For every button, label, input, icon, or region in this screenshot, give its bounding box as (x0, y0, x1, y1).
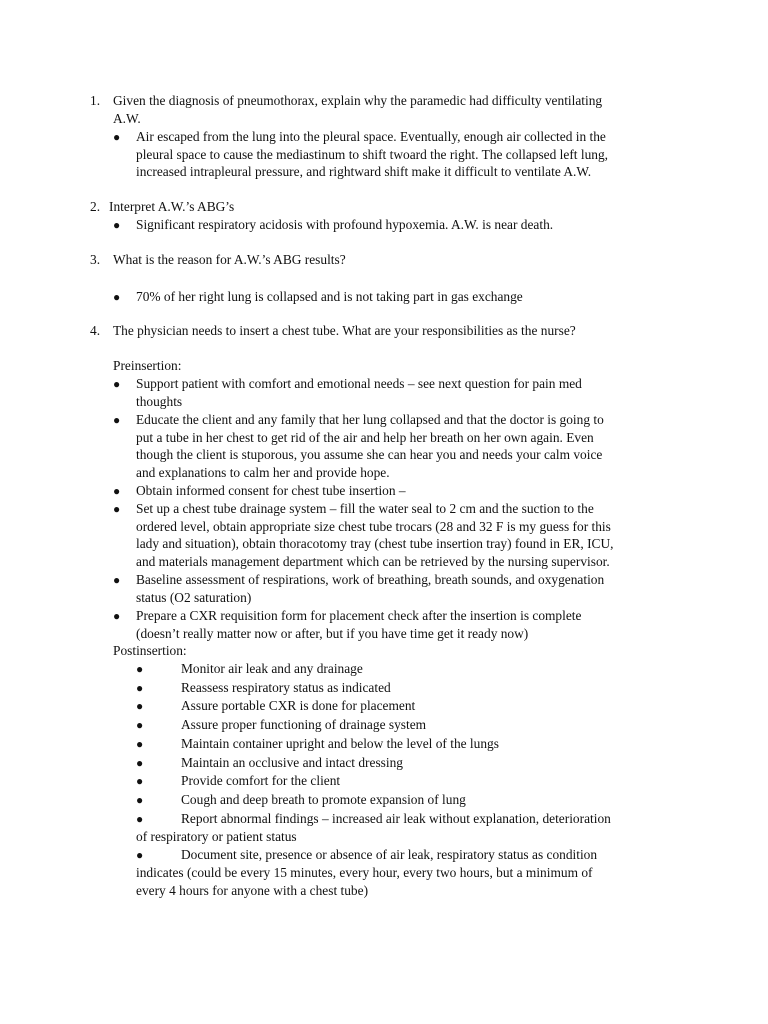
bullet-icon: ● (136, 774, 144, 788)
postinsertion-item-text: Maintain an occlusive and intact dressing (181, 755, 403, 770)
bullet-icon: ● (136, 681, 144, 695)
preinsertion-item-text: and materials management department which can be retrieved by the nursing supervisor. (136, 554, 610, 569)
bullet-icon: ● (113, 502, 121, 516)
postinsertion-item-text: of respiratory or patient status (136, 829, 297, 844)
bullet-icon: ● (113, 573, 121, 587)
question-1-number: 1. (90, 93, 101, 108)
postinsertion-item-text: Reassess respiratory status as indicated (181, 680, 391, 695)
bullet-icon: ● (136, 756, 144, 770)
postinsertion-item-text: Assure proper functioning of drainage system (181, 717, 427, 732)
postinsertion-item-text: Maintain container upright and below the level of the lungs (181, 736, 499, 751)
preinsertion-item-text: Support patient with comfort and emotional needs – see next question for pain med (136, 376, 582, 391)
bullet-icon: ● (113, 413, 121, 427)
question-2-number: 2. (90, 199, 101, 214)
question-1-text: Given the diagnosis of pneumothorax, explain why the paramedic had difficulty ventilating (113, 93, 603, 108)
bullet-icon: ● (136, 662, 144, 676)
preinsertion-item-text: ordered level, obtain appropriate size chest tube trocars (28 and 32 F is my guess for this (136, 519, 611, 534)
postinsertion-heading: Postinsertion: (113, 643, 187, 658)
bullet-icon: ● (136, 718, 144, 732)
bullet-icon: ● (113, 484, 121, 498)
question-1-text: A.W. (113, 111, 141, 126)
preinsertion-item-text: put a tube in her chest to get rid of the air and help her breath on her own again. Even (136, 430, 594, 445)
preinsertion-item-text: and explanations to calm her and provide hope. (136, 465, 390, 480)
preinsertion-item-text: Set up a chest tube drainage system – fill the water seal to 2 cm and the suction to the (136, 501, 594, 516)
answer-1-text: pleural space to cause the mediastinum to shift twoard the right. The collapsed left lung, (136, 147, 609, 162)
question-3-text: What is the reason for A.W.’s ABG results? (113, 252, 346, 267)
answer-1-text: Air escaped from the lung into the pleural space. Eventually, enough air collected in the (136, 129, 606, 144)
bullet-icon: ● (136, 699, 144, 713)
preinsertion-item-text: Prepare a CXR requisition form for placement check after the insertion is complete (136, 608, 582, 623)
preinsertion-item-text: Baseline assessment of respirations, work of breathing, breath sounds, and oxygenation (136, 572, 605, 587)
answer-3-text: 70% of her right lung is collapsed and is not taking part in gas exchange (136, 289, 523, 304)
preinsertion-item-text: status (O2 saturation) (136, 590, 252, 605)
postinsertion-item-text: Document site, presence or absence of air leak, respiratory status as condition (181, 847, 598, 862)
preinsertion-item-text: Educate the client and any family that her lung collapsed and that the doctor is going to (136, 412, 604, 427)
bullet-icon: ● (113, 130, 121, 144)
bullet-icon: ● (113, 290, 121, 304)
bullet-icon: ● (136, 793, 144, 807)
preinsertion-item-text: (doesn’t really matter now or after, but if you have time get it ready now) (136, 626, 529, 641)
postinsertion-item-text: every 4 hours for anyone with a chest tube) (136, 883, 369, 898)
postinsertion-item-text: indicates (could be every 15 minutes, every hour, every two hours, but a minimum of (136, 865, 593, 880)
bullet-icon: ● (113, 218, 121, 232)
answer-1-text: increased intrapleural pressure, and rightward shift make it difficult to ventilate A.W. (136, 164, 592, 179)
bullet-icon: ● (113, 377, 121, 391)
preinsertion-heading: Preinsertion: (113, 358, 182, 373)
answer-2-text: Significant respiratory acidosis with profound hypoxemia. A.W. is near death. (136, 217, 554, 232)
question-4-text: The physician needs to insert a chest tube. What are your responsibilities as the nurse? (113, 323, 576, 338)
postinsertion-item-text: Cough and deep breath to promote expansion of lung (181, 792, 466, 807)
postinsertion-item-text: Monitor air leak and any drainage (181, 661, 363, 676)
preinsertion-item-text: thoughts (136, 394, 183, 409)
question-3-number: 3. (90, 252, 101, 267)
question-2-text: Interpret A.W.’s ABG’s (109, 199, 235, 214)
bullet-icon: ● (136, 812, 144, 826)
question-4-number: 4. (90, 323, 101, 338)
preinsertion-item-text: Obtain informed consent for chest tube insertion – (136, 483, 406, 498)
bullet-icon: ● (136, 737, 144, 751)
preinsertion-item-text: though the client is stuporous, you assume she can hear you and needs your calm voice (136, 447, 603, 462)
bullet-icon: ● (136, 848, 144, 862)
preinsertion-item-text: lady and situation), obtain thoracotomy tray (chest tube insertion tray) found in ER, ICU, (136, 536, 614, 551)
postinsertion-item-text: Report abnormal findings – increased air leak without explanation, deterioration (181, 811, 611, 826)
postinsertion-item-text: Provide comfort for the client (181, 773, 341, 788)
bullet-icon: ● (113, 609, 121, 623)
postinsertion-item-text: Assure portable CXR is done for placement (181, 698, 416, 713)
